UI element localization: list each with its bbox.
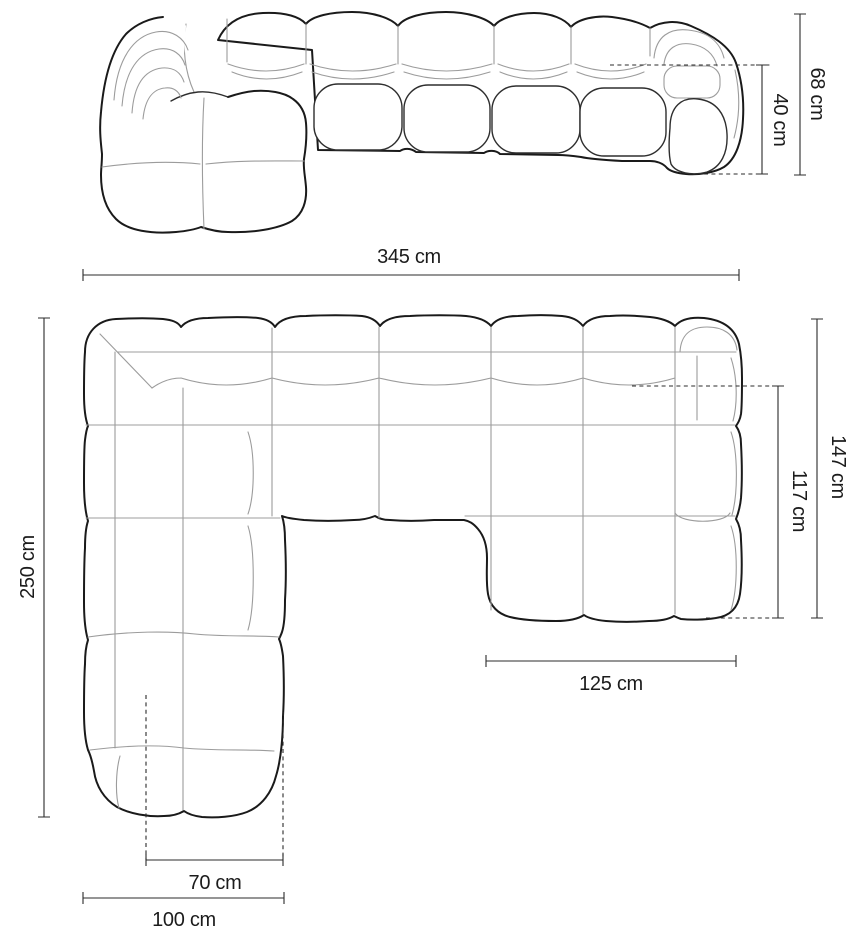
seat-cushion [314, 84, 402, 150]
seat-cushion [580, 88, 666, 156]
dimension-label: 117 cm [788, 469, 810, 533]
dimension-label: 70 cm [188, 872, 242, 894]
dimension-line [38, 318, 50, 817]
dimension-line [794, 14, 806, 175]
front-elevation-view [100, 12, 743, 233]
plan-chaise-width-dimension [486, 655, 736, 695]
seat-cushion [492, 86, 580, 153]
front-width-dimension [83, 246, 739, 281]
dimension-label: 250 cm [17, 535, 39, 599]
dimension-line [756, 65, 768, 174]
dimension-label: 68 cm [806, 67, 828, 121]
seat-cushion [404, 85, 490, 152]
armrest-front-bulge [669, 99, 727, 174]
dimension-label: 125 cm [579, 673, 643, 695]
dimension-line [772, 386, 784, 618]
dimension-label: 345 cm [377, 246, 441, 268]
dimension-label: 40 cm [769, 93, 791, 147]
front-height-dimension [794, 14, 828, 175]
dimension-line [146, 854, 283, 866]
plan-chaise-overall-depth-dimension [811, 319, 849, 618]
plan-depth-dimension [17, 318, 50, 817]
plan-leg-width-dimension [83, 892, 284, 931]
dimension-line [83, 892, 284, 904]
top-plan-view [84, 315, 742, 817]
dimension-line [486, 655, 736, 667]
dimension-label: 100 cm [152, 909, 216, 931]
dimension-line [83, 269, 739, 281]
dimension-line [811, 319, 823, 618]
dimension-label: 147 cm [827, 435, 849, 499]
